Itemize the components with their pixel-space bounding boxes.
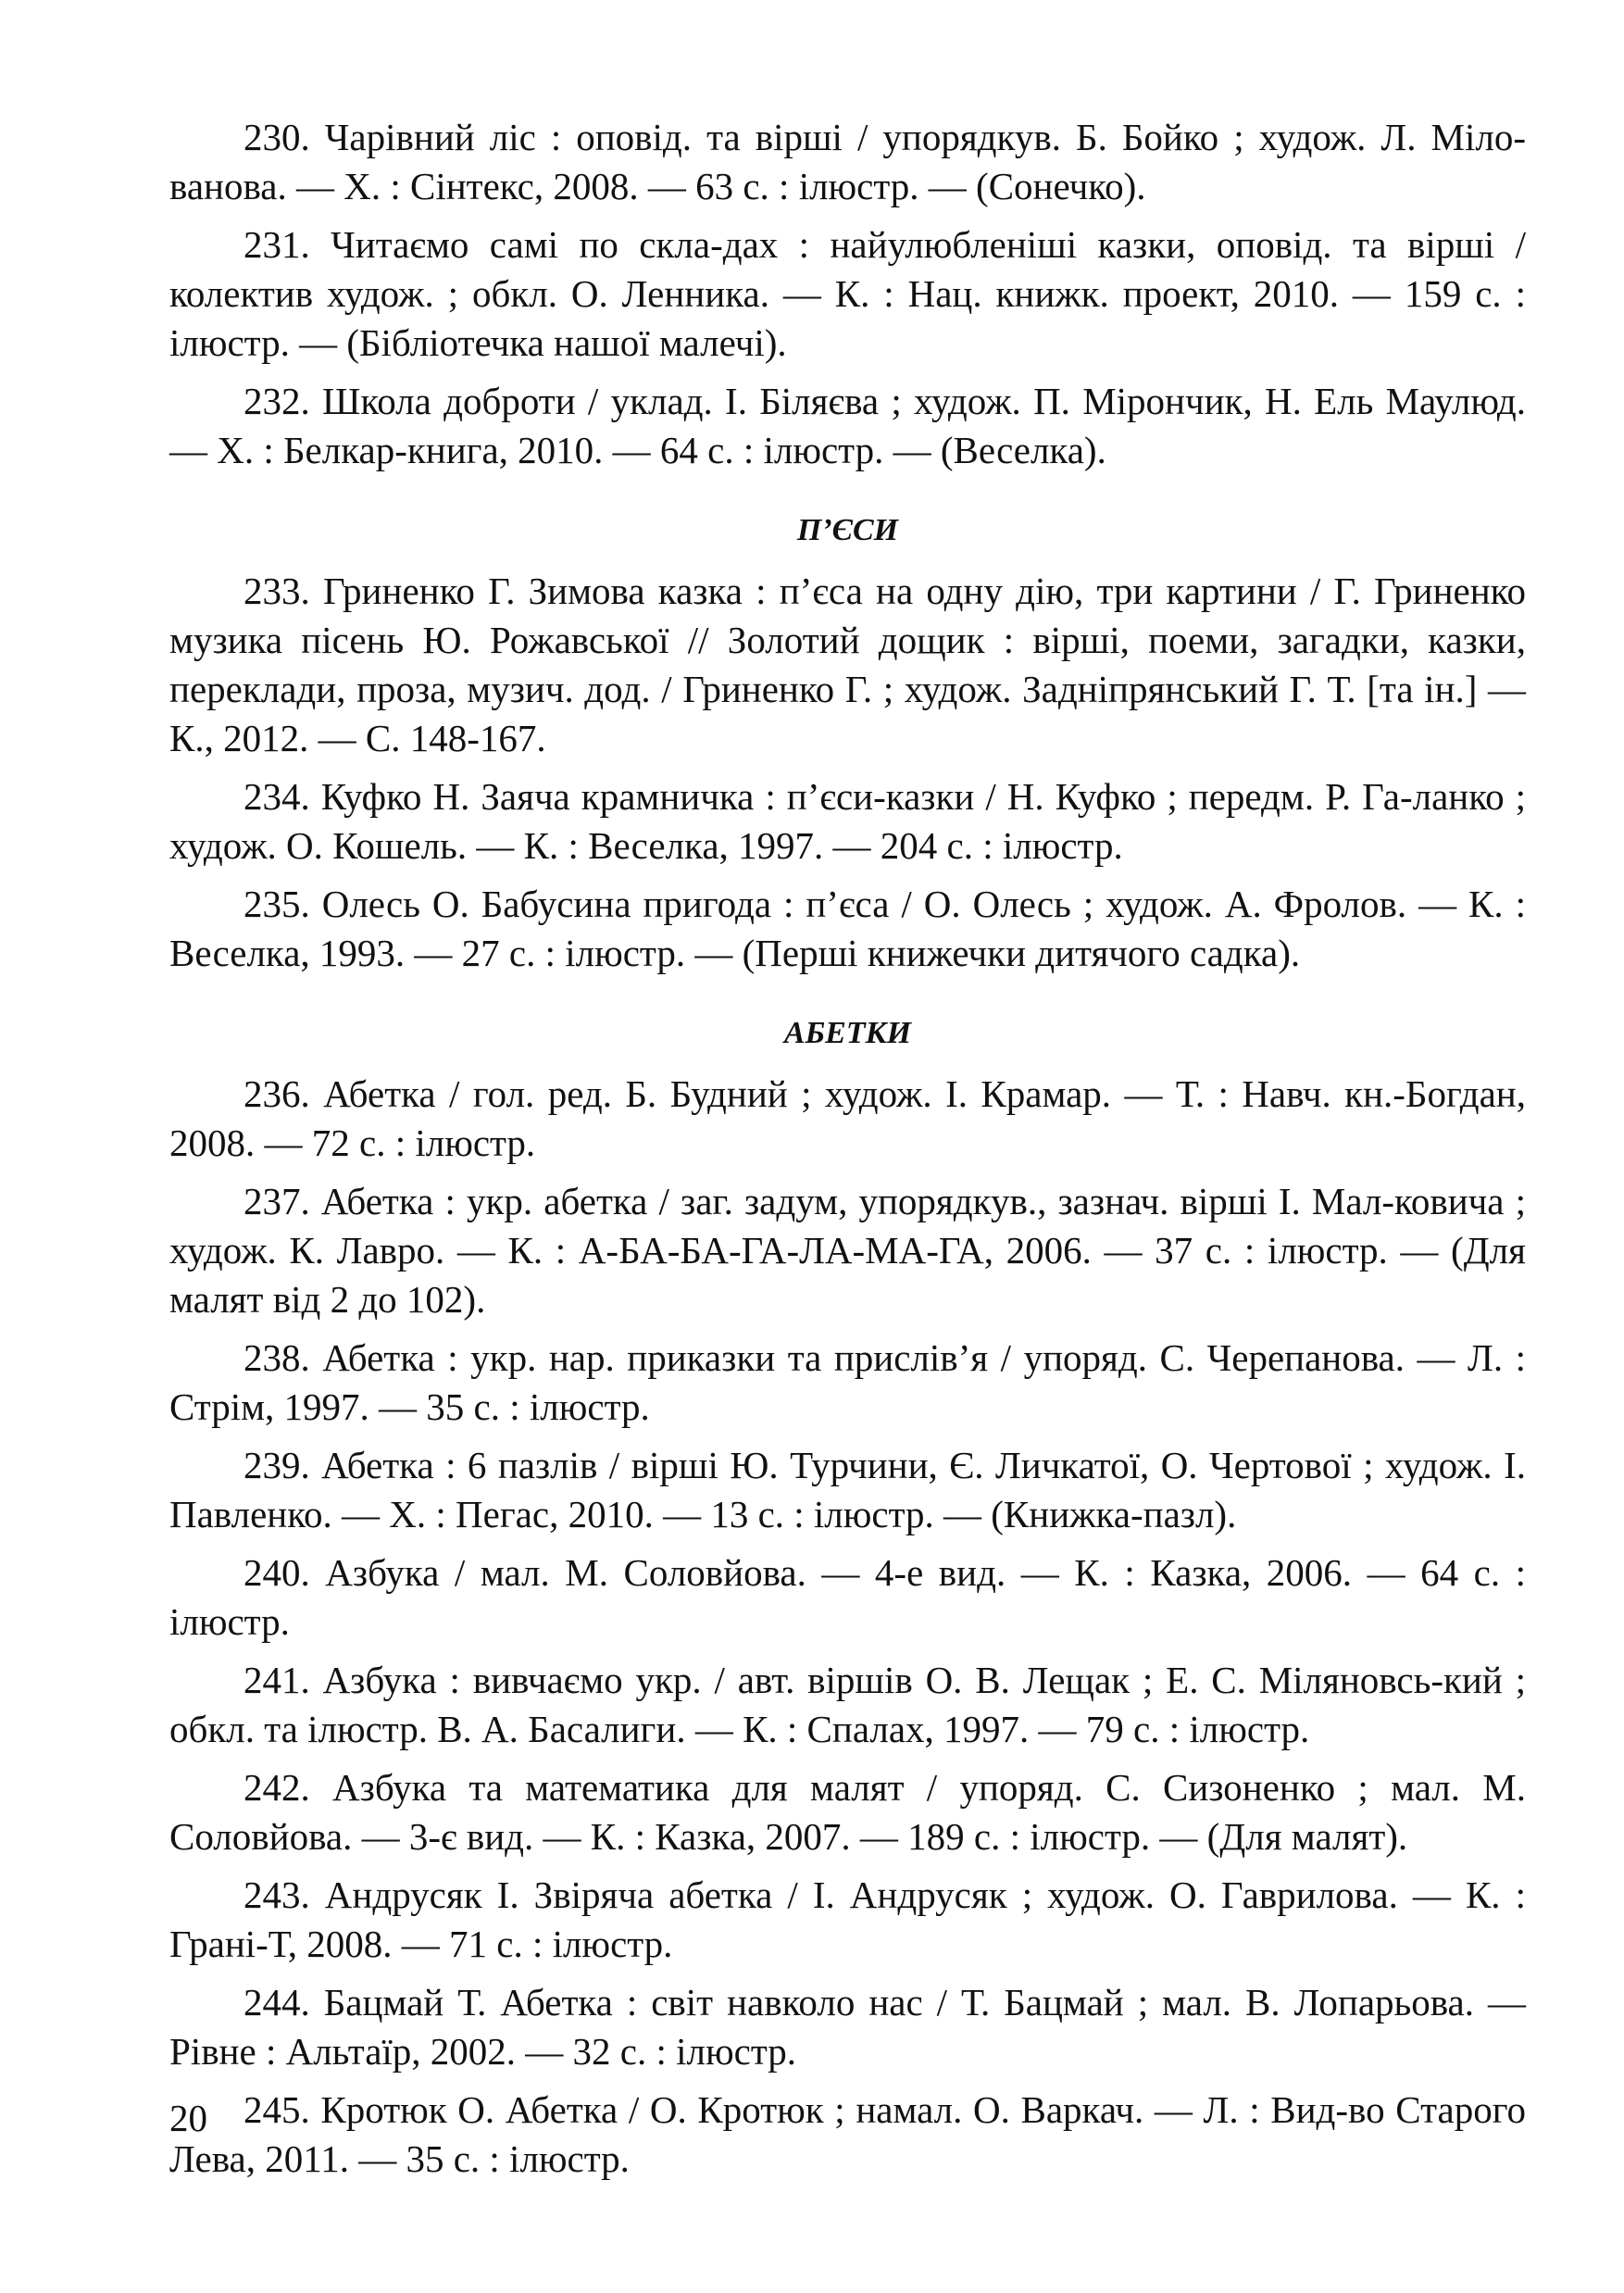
bibliography-entry-230: 230. Чарівний ліс : оповід. та вірші / упорядкув. Б. Бойко ; худож. Л. Міло-ванова. — Х. : Сінтекс, 2008. — 63 с. : ілюстр. — (Сонечко).	[169, 116, 1526, 207]
section-heading-plays: П’ЄСИ	[796, 513, 899, 547]
document-page	[169, 113, 1526, 2193]
bibliography-entry-234: 234. Куфко Н. Заяча крамничка : п’єси-казки / Н. Куфко ; передм. Р. Га-ланко ; худож. О. Кошель. — К. : Веселка, 1997. — 204 с. : ілюстр.	[169, 775, 1526, 867]
bibliography-entry-232: 232. Школа доброти / уклад. І. Біляєва ; худож. П. Мірончик, Н. Ель Маулюд. — Х. : Белкар-книга, 2010. — 64 с. : ілюстр. — (Веселка).	[169, 380, 1526, 471]
bibliography-entry-245: 245. Кротюк О. Абетка / О. Кротюк ; намал. О. Варкач. — Л. : Вид-во Старого Лева, 2011. — 35 с. : ілюстр.	[169, 2088, 1526, 2180]
bibliography-entry-238: 238. Абетка : укр. нар. приказки та прислів’я / упоряд. С. Черепанова. — Л. : Стрім, 1997. — 35 с. : ілюстр.	[169, 1336, 1526, 1428]
bibliography-entry-242: 242. Азбука та математика для малят / упоряд. С. Сизоненко ; мал. М. Соловйова. — 3-є вид. — К. : Казка, 2007. — 189 с. : ілюстр. — (Для малят).	[169, 1766, 1526, 1858]
bibliography-entry-237: 237. Абетка : укр. абетка / заг. задум, упорядкув., зазнач. вірші І. Мал-ковича ; худож. К. Лавро. — К. : А-БА-БА-ГА-ЛА-МА-ГА, 2006. — 37 с. : ілюстр. — (Для малят від 2 до 102).	[169, 1180, 1526, 1321]
bibliography-entry-244: 244. Бацмай Т. Абетка : світ навколо нас / Т. Бацмай ; мал. В. Лопарьова. — Рівне : Альтаїр, 2002. — 32 с. : ілюстр.	[169, 1981, 1526, 2073]
section-heading-alphabets: АБЕТКИ	[783, 1016, 912, 1050]
bibliography-entry-241: 241. Азбука : вивчаємо укр. / авт. віршів О. В. Лещак ; Е. С. Міляновсь-кий ; обкл. та ілюстр. В. А. Басалиги. — К. : Спалах, 1997. — 79 с. : ілюстр.	[169, 1659, 1526, 1750]
bibliography-entry-236: 236. Абетка / гол. ред. Б. Будний ; худож. І. Крамар. — Т. : Навч. кн.-Богдан, 2008. — 72 с. : ілюстр.	[169, 1072, 1526, 1164]
bibliography-entry-231: 231. Читаємо самі по скла-дах : найулюбленіші казки, оповід. та вірші / колектив худож. ; обкл. О. Ленника. — К. : Нац. книжк. проект, 2010. — 159 с. : ілюстр. — (Бібліотечка нашої малечі).	[169, 223, 1526, 364]
bibliography-entry-243: 243. Андрусяк І. Звіряча абетка / І. Андрусяк ; худож. О. Гаврилова. — К. : Грані-Т, 2008. — 71 с. : ілюстр.	[169, 1873, 1526, 1965]
page-number: 20	[169, 2097, 207, 2139]
bibliography-entry-239: 239. Абетка : 6 пазлів / вірші Ю. Турчини, Є. Личкатої, О. Чертової ; худож. І. Павленко. — Х. : Пегас, 2010. — 13 с. : ілюстр. — (Книжка-пазл).	[169, 1444, 1526, 1535]
bibliography-entry-235: 235. Олесь О. Бабусина пригода : п’єса / О. Олесь ; худож. А. Фролов. — К. : Веселка, 1993. — 27 с. : ілюстр. — (Перші книжечки дитячого садка).	[169, 883, 1526, 974]
bibliography-entry-240: 240. Азбука / мал. М. Соловйова. — 4-е вид. — К. : Казка, 2006. — 64 с. : ілюстр.	[169, 1551, 1526, 1643]
bibliography-entry-233: 233. Гриненко Г. Зимова казка : п’єса на одну дію, три картини / Г. Гриненко музика пісень Ю. Рожавської // Золотий дощик : вірші, поеми, загадки, казки, переклади, проза, музич. дод. / Гриненко Г. ; худож. Задніпрянський Г. Т. [та ін.] — К., 2012. — С. 148-167.	[169, 570, 1526, 759]
